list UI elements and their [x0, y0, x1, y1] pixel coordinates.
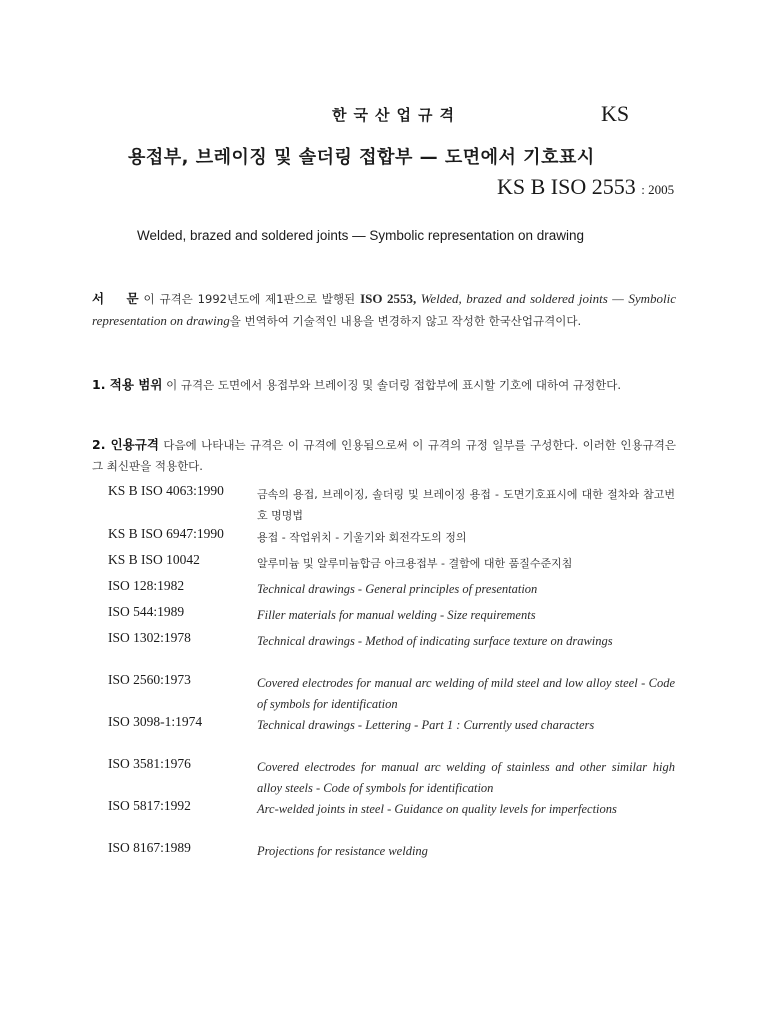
foreword-iso-ref: ISO 2553,	[360, 291, 417, 306]
standard-number	[497, 174, 674, 200]
reference-code: ISO 5817:1992	[108, 798, 191, 813]
document-title-english: Welded, brazed and soldered joints — Symbolic representation on drawing	[137, 228, 585, 243]
reference-code: ISO 544:1989	[108, 604, 185, 619]
reference-code: KS B ISO 10042	[108, 552, 200, 567]
scope-heading: 1. 적용 범위	[92, 377, 163, 392]
reference-title: Covered electrodes for manual arc welding of stainless and other similar high alloy steels - Code of symbols for identification	[257, 760, 675, 795]
header-korean-label: 한국산업규격	[332, 106, 461, 124]
normative-refs-text: 다음에 나타내는 규격은 이 규격에 인용됨으로써 이 규격의 규정 일부를 구성한다. 이러한 인용규격은 그 최신판을 적용한다.	[92, 438, 676, 473]
foreword-text-2: 을 번역하여 기술적인 내용을 변경하지 않고 작성한 한국산업규격이다.	[229, 314, 582, 328]
reference-title: Technical drawings - General principles of presentation	[257, 582, 538, 596]
reference-title: 용접 - 작업위치 - 기울기와 회전각도의 정의	[257, 531, 467, 544]
foreword-italic-title: Welded, brazed and soldered joints — Symbolic representation on drawing	[92, 291, 677, 328]
reference-title: 알루미늄 및 알루미늄합금 아크용접부 - 결함에 대한 품질수준지침	[257, 557, 573, 570]
reference-title: Projections for resistance welding	[257, 844, 428, 858]
foreword-heading: 서 문	[92, 291, 139, 306]
reference-code: KS B ISO 4063:1990	[108, 483, 224, 498]
foreword-paragraph	[92, 288, 676, 332]
reference-title: Technical drawings - Lettering - Part 1 : Currently used characters	[257, 718, 595, 732]
reference-code: KS B ISO 6947:1990	[108, 526, 224, 541]
foreword-text-1: 이 규격은 1992년도에 제1판으로 발행된	[138, 292, 361, 306]
normative-refs-paragraph	[92, 434, 676, 477]
reference-title: 금속의 용접, 브레이징, 솔더링 및 브레이징 용접 - 도면기호표시에 대한 절차와 참고번호 명명법	[257, 488, 675, 522]
reference-title: Technical drawings - Method of indicating surface texture on drawings	[257, 634, 613, 648]
reference-title: Arc-welded joints in steel - Guidance on quality levels for imperfections	[257, 802, 617, 816]
standard-code: KS B ISO 2553	[497, 174, 636, 199]
reference-code: ISO 2560:1973	[108, 672, 191, 687]
reference-code: ISO 128:1982	[108, 578, 185, 593]
reference-code: ISO 8167:1989	[108, 840, 191, 855]
scope-text: 이 규격은 도면에서 용접부와 브레이징 및 솔더링 접합부에 표시할 기호에 대하여 규정한다.	[162, 378, 622, 392]
reference-title: Filler materials for manual welding - Size requirements	[257, 608, 536, 622]
reference-title: Covered electrodes for manual arc welding of mild steel and low alloy steel - Code of symbols for identification	[257, 676, 675, 711]
reference-code: ISO 1302:1978	[108, 630, 191, 645]
document-title-korean: 용접부, 브레이징 및 솔더링 접합부 — 도면에서 기호표시	[128, 147, 595, 168]
normative-refs-heading: 2. 인용규격	[92, 437, 159, 452]
ks-mark: KS	[601, 101, 630, 126]
scope-paragraph	[92, 374, 676, 396]
reference-code: ISO 3581:1976	[108, 756, 191, 771]
standard-year: : 2005	[641, 182, 675, 197]
reference-code: ISO 3098-1:1974	[108, 714, 203, 729]
